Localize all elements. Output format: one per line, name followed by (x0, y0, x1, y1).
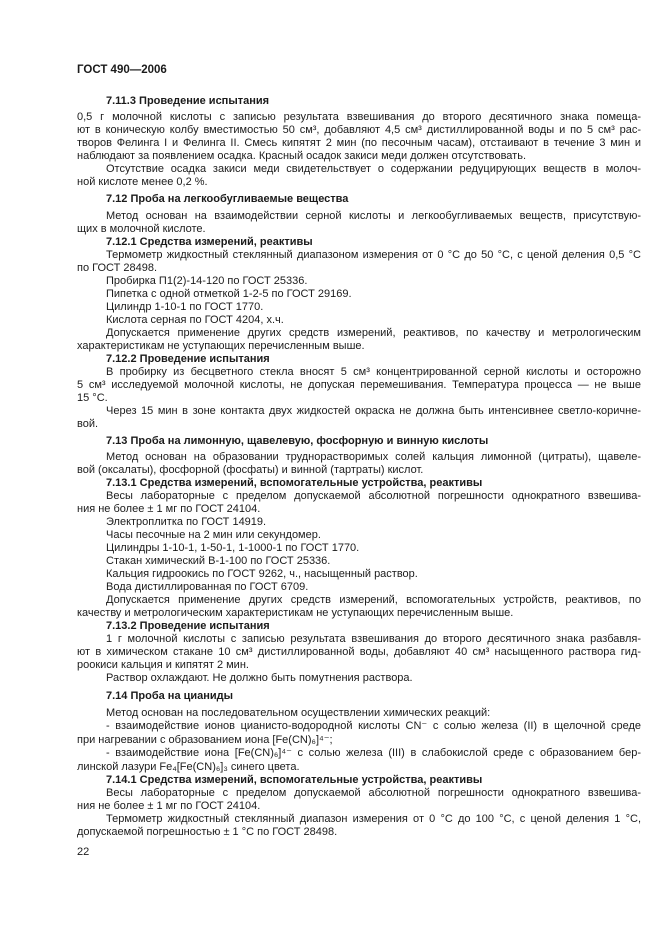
text-line: по ГОСТ 28498. (77, 261, 158, 274)
text-line: Метод основан на последовательном осуществлении химических реакций: (106, 706, 491, 719)
text-line: Через 15 мин в зоне контакта двух жидкостей окраска не должна быть интенсивнее светло-коричне- (106, 404, 641, 417)
text-line: Отсутствие осадка закиси меди свидетельствует о содержании редуцирующих веществ в молоч- (106, 163, 641, 175)
section-title: Проведение испытания (139, 620, 270, 632)
text-line: ния не более ± 1 мг по ГОСТ 24104. (77, 503, 261, 515)
paragraph (77, 672, 641, 685)
text-line: - взаимодействие иона [Fe(CN)₆]⁴⁻ с солью железа (III) в слабокислой среде с образованием бер- (106, 746, 641, 759)
paragraph (77, 451, 641, 477)
text-line: 15 °С. (77, 391, 108, 404)
text-line: при нагревании с образованием иона [Fe(CN)₆]⁴⁻; (77, 733, 333, 746)
text-line: 5 см³ исследуемой молочной кислоты, не допуская перемешивания. Температура процесса — не выше (77, 378, 641, 391)
section-heading (77, 435, 641, 448)
paragraph (77, 555, 641, 568)
text-line: допускаемой погрешностью ± 1 °С по ГОСТ 28498. (77, 825, 338, 838)
text-line: Весы лабораторные с пределом допускаемой абсолютной погрешности однократного взвешива- (106, 490, 641, 502)
section-heading (77, 620, 641, 633)
document-body (77, 95, 641, 839)
section-heading (77, 193, 641, 206)
text-line: Термометр жидкостный стеклянный диапазон измерения от 0 °С до 100 °С, с ценой деления 1 °С, (106, 812, 641, 825)
text-line: Раствор охлаждают. Не должно быть помутнения раствора. (106, 672, 413, 684)
paragraph (77, 490, 641, 516)
section-heading (77, 95, 641, 108)
text-line: щих в молочной кислоте. (77, 222, 206, 235)
text-line: Термометр жидкостный стеклянный диапазоном измерения от 0 °С до 50 °С, с ценой деления 0,5 °С (106, 248, 641, 261)
section-7-14-1 (77, 774, 641, 839)
paragraph (77, 275, 641, 288)
text-line: ния не более ± 1 мг по ГОСТ 24104. (77, 799, 261, 812)
text-line: роокиси кальция и кипятят 2 мин. (77, 659, 249, 671)
section-heading (77, 477, 641, 490)
paragraph (77, 594, 641, 620)
text-line: качеству и метрологическим характеристикам не уступающих перечисленным выше. (77, 607, 514, 619)
paragraph (77, 542, 641, 555)
text-line: Цилиндр 1-10-1 по ГОСТ 1770. (106, 300, 264, 313)
page-number: 22 (77, 846, 90, 858)
section-title: Средства измерений, вспомогательные устройства, реактивы (139, 477, 483, 489)
paragraph (77, 327, 641, 353)
section-number: 7.14 (106, 690, 128, 702)
text-line: Стакан химический В-1-100 по ГОСТ 25336. (106, 555, 331, 567)
text-line: Часы песочные на 2 мин или секундомер. (106, 529, 321, 541)
section-number: 7.12.2 (106, 352, 137, 365)
section-title: Проба на лимонную, щавелевую, фосфорную и винную кислоты (130, 434, 489, 447)
text-line: В пробирку из бесцветного стекла вносят 5 см³ концентрированной серной кислоты и осторожно (106, 365, 641, 378)
section-7-12-1 (77, 236, 641, 353)
text-line: Вода дистиллированная по ГОСТ 6709. (106, 581, 309, 593)
text-line: наблюдают за появлением осадка. Красный осадок закиси меди должен отсутствовать. (77, 150, 526, 162)
list-item (77, 747, 641, 774)
text-line: ют в коническую колбу вместимостью 50 см³, добавляют 4,5 см³ дистиллированной воды и по 5 см³ рас- (77, 124, 641, 136)
paragraph (77, 314, 641, 327)
section-number: 7.12.1 (106, 235, 137, 248)
section-number: 7.14.1 (106, 773, 137, 786)
section-title: Проба на цианиды (130, 690, 234, 702)
section-7-11-3 (77, 95, 641, 189)
text-line: Метод основан на взаимодействии серной кислоты и легкообугливаемых веществ, присутствую- (106, 209, 641, 222)
paragraph (77, 210, 641, 236)
text-line: 0,5 г молочной кислоты с записью результата взвешивания до второго десятичного знака помеща- (77, 111, 641, 123)
paragraph (77, 111, 641, 163)
paragraph (77, 405, 641, 431)
document-header: ГОСТ 490—2006 (77, 64, 167, 76)
paragraph (77, 633, 641, 672)
paragraph (77, 707, 641, 720)
paragraph (77, 787, 641, 813)
section-number: 7.11.3 (106, 95, 136, 107)
text-line: ют в химическом стакане 10 см³ дистиллированной воды, добавляют 40 см³ насыщенного раствора гид- (77, 646, 641, 658)
text-line: вой (оксалаты), фосфорной (фосфаты) и винной (тартраты) кислот. (77, 464, 424, 476)
text-line: Пипетка с одной отметкой 1-2-5 по ГОСТ 29169. (106, 287, 352, 300)
section-number: 7.13.1 (106, 477, 137, 489)
text-line: Электроплитка по ГОСТ 14919. (106, 516, 267, 528)
text-line: Цилиндры 1-10-1, 1-50-1, 1-1000-1 по ГОСТ 1770. (106, 542, 360, 554)
section-heading (77, 353, 641, 366)
text-line: творов Фелинга I и Фелинга II. Смесь кипятят 2 мин (по песочным часам), отстаивают в течение 3 мин и (77, 137, 641, 149)
section-7-13 (77, 435, 641, 478)
text-line: вой. (77, 417, 99, 430)
section-title: Средства измерений, реактивы (139, 235, 313, 248)
section-number: 7.12 (106, 193, 128, 205)
text-line: Допускается применение других средств измерений, реактивов, по качеству и метрологическим (106, 326, 641, 339)
paragraph (77, 529, 641, 542)
list-item (77, 720, 641, 747)
section-title: Проведение испытания (139, 95, 270, 107)
text-line: Метод основан на образовании труднорастворимых солей кальция лимонной (цитраты), щавеле- (106, 451, 641, 463)
paragraph (77, 301, 641, 314)
section-7-13-1 (77, 477, 641, 620)
text-line: Пробирка П1(2)-14-120 по ГОСТ 25336. (106, 274, 308, 287)
section-title: Средства измерений, вспомогательные устройства, реактивы (139, 773, 483, 786)
paragraph (77, 366, 641, 405)
paragraph (77, 568, 641, 581)
text-line: Кальция гидроокись по ГОСТ 9262, ч., насыщенный раствор. (106, 568, 418, 580)
text-line: 1 г молочной кислоты с записью результата взвешивания до второго десятичного знака разбавля- (106, 633, 641, 645)
text-line: ной кислоте менее 0,2 %. (77, 176, 208, 188)
section-number: 7.13 (106, 434, 128, 447)
section-title: Проведение испытания (139, 352, 270, 365)
paragraph (77, 163, 641, 189)
text-line: линской лазури Fe₄[Fe(CN)₆]₃ синего цвета. (77, 760, 300, 773)
section-7-12-2 (77, 353, 641, 431)
section-heading (77, 690, 641, 703)
paragraph (77, 581, 641, 594)
text-line: Кислота серная по ГОСТ 4204, х.ч. (106, 313, 284, 326)
section-title: Проба на легкообугливаемые вещества (130, 193, 349, 205)
section-heading (77, 774, 641, 787)
text-line: - взаимодействие ионов цианисто-водородной кислоты CN⁻ с солью железа (II) в щелочной среде (106, 719, 641, 732)
paragraph (77, 516, 641, 529)
paragraph (77, 288, 641, 301)
section-heading (77, 236, 641, 249)
section-number: 7.13.2 (106, 620, 137, 632)
section-7-13-2 (77, 620, 641, 685)
text-line: Весы лабораторные с пределом допускаемой абсолютной погрешности однократного взвешива- (106, 786, 641, 799)
paragraph (77, 813, 641, 839)
paragraph (77, 249, 641, 275)
text-line: характеристикам не уступающих перечисленным выше. (77, 339, 365, 352)
section-7-12 (77, 193, 641, 236)
section-7-14 (77, 690, 641, 774)
text-line: Допускается применение других средств измерений, вспомогательных устройств, реактивов, по (106, 594, 641, 606)
